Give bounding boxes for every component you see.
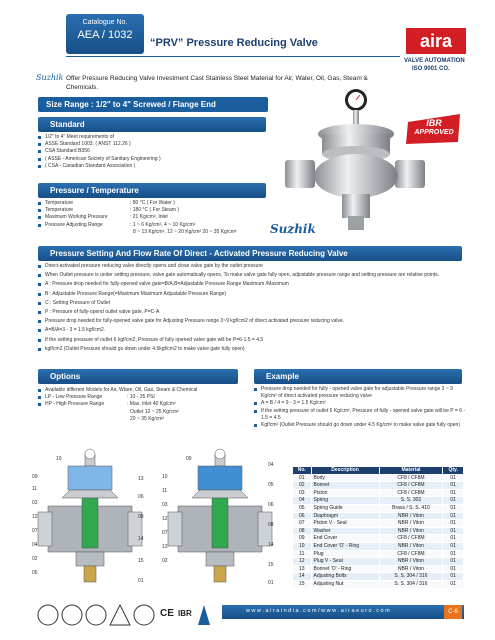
callout: 15 [138,558,144,564]
header-qty: Qty. [443,467,464,475]
part-no: 06 [293,512,312,520]
part-no: 07 [293,520,312,528]
callout: 05 [268,482,274,488]
catalogue-box [66,14,144,54]
footer-url[interactable]: w w w . a i r a i n d i a . c o m / w w w . a i r a e u r o . c o m [246,608,390,614]
part-description: Plug V - Seal [311,558,379,566]
setting-heading-text: Pressure Setting And Flow Rate Of Direct - Activated Pressure Reducing Valve [50,249,348,258]
part-material: S. S. 304 / 316 [379,580,443,588]
part-qty: 01 [443,580,464,588]
part-description: Bonnet [311,482,379,490]
catalogue-label: Catalogue No. [82,19,128,26]
example-item: If the setting pressure of outlet 6 Kg/cm², Pressure of fully - opened valve gate will be P = 6 - 1.5 = 4.5 [254,408,466,422]
part-material: CF8 / CF8M [379,550,443,558]
pressure-temp-heading [38,183,266,198]
header-no: No. [293,467,312,475]
setting-item: When Outlet pressure is under setting pressure, valve gate automatically opens, To make valve gate fully open, adjustable pressure range and setting pressure are relative points. [38,272,462,279]
part-qty: 01 [443,542,464,550]
parts-row [293,489,464,497]
part-description: Spring Guide [311,504,379,512]
pt-row [38,207,268,214]
setting-item: Pressure drop needed for fully-opened valve gate for Adjusting Pressure range 3~9 kgf/cm2 of direct activated pressure reducing valve. [38,318,462,325]
ibr-approved-badge [404,112,464,146]
callout: 12 [162,516,168,522]
part-material: NBR / Viton [379,512,443,520]
header-material: Material [379,467,443,475]
part-description: Diaphragm [311,512,379,520]
part-no: 08 [293,527,312,535]
setting-item: A=B/A=3 - 3 = 1.5 kgf/cm2. [38,327,462,334]
standard-item: 1/2" to 4" Meet requirements of [38,134,268,141]
standard-item: CSA Standard B356 [38,148,268,155]
setting-item: B : Adjustable Pressure Range(=Maximum Maximum Adjustable Pressure Range) [38,291,462,298]
setting-list [38,263,462,353]
suzhik-product-logo: Suzhik [270,222,316,236]
example-list [254,386,466,429]
callout: 04 [32,542,38,548]
parts-row [293,520,464,528]
part-description: End Cover [311,535,379,543]
part-material: CF8 / CF8M [379,489,443,497]
callout: 03 [162,502,168,508]
callout: 10 [56,456,62,462]
parts-table-wrapper [292,466,464,589]
part-no: 04 [293,497,312,505]
parts-table [292,466,464,589]
cross-section-diagram-2 [160,448,280,596]
pt-label: Pressure Adjusting Range [45,221,103,228]
callout: 02 [32,556,38,562]
parts-row [293,542,464,550]
page-title: “PRV” Pressure Reducing Valve [150,37,318,49]
pt-value: : 1 ~ 6 Kg/cm², 4 ~ 10 Kg/cm² [130,221,196,228]
tagline-2: ISO 9001 CO. [412,66,450,72]
standard-heading [38,117,266,132]
standard-item: ( CSA - Canadian Standard Association ) [38,163,268,170]
cross-section-diagram-1 [30,448,150,596]
part-no: 15 [293,580,312,588]
options-row [38,401,248,408]
pt-extra: 8 ~ 13 Kg/cm², 12 ~ 20 Kg/cm² 20 ~ 35 Kg/cm² [133,228,237,235]
header-description: Description [311,467,379,475]
pt-label: Temperature [45,207,74,214]
part-description: Washer [311,527,379,535]
part-description: Adjusting Bolts [311,573,379,581]
example-heading-text: Example [266,372,299,381]
pressure-temp-heading-text: Pressure / Temperature [50,186,139,195]
setting-item: C : Setting Pressure of Outlet [38,300,462,307]
callout: 06 [268,502,274,508]
pt-value: : 180 °C ( For Steam ) [130,207,179,214]
part-qty: 01 [443,535,464,543]
part-description: Spring [311,497,379,505]
parts-row [293,573,464,581]
callout: 13 [138,476,144,482]
setting-item: kgf/cm2 (Outlet Pressure should go down under 4.5kgf/cm2 to make valve gate fully open) [38,346,462,353]
parts-row [293,535,464,543]
setting-heading [38,246,462,261]
part-description: Adjusting Nut [311,580,379,588]
page-number: C-6 [448,609,458,615]
header-rule [66,56,400,57]
pt-value: : 80 °C ( For Water ) [130,200,175,206]
part-material: NBR / Viton [379,527,443,535]
parts-row [293,512,464,520]
callout: 07 [32,528,38,534]
pt-row [38,222,268,229]
tagline-1: VALVE AUTOMATION [404,58,465,64]
parts-row [293,527,464,535]
options-label: LP - Low Pressure Range [45,394,103,401]
intro-text: Offer Pressure Reducing Valve Investment Cast Stainless Steel Material for Air, Water, Oil, Gas, Steam & Chemicals. [66,75,368,91]
part-material: NBR / Viton [379,558,443,566]
part-qty: 01 [443,527,464,535]
ibr-mark: IBR [178,609,192,618]
options-value: : 10 - 35 PSI [127,394,155,401]
callout: 01 [268,580,274,586]
options-heading-text: Options [50,372,81,381]
callout: 09 [186,456,192,462]
example-item: Pressure drop needed for fully - opened valve gate for adjustable Pressure range 3 ~ 9 Kg/cm² of direct activated pressure reducing valve [254,386,466,400]
part-no: 02 [293,482,312,490]
part-description: Piston V - Seal [311,520,379,528]
callout: 04 [268,462,274,468]
part-qty: 01 [443,482,464,490]
part-qty: 01 [443,512,464,520]
setting-item: P : Pressure of fully-opend outlet valve gate, P=C-A [38,309,462,316]
pt-label: Maximum Working Pressure [45,214,108,221]
part-qty: 01 [443,558,464,566]
part-no: 03 [293,489,312,497]
page-number-badge [444,605,462,619]
parts-row [293,497,464,505]
callout: 14 [268,542,274,548]
ibr-badge-line1: IBR [426,118,442,128]
part-material: CF8 / CF8M [379,474,443,482]
catalogue-number: AEA / 1032 [77,29,133,41]
parts-row [293,474,464,482]
callout: 08 [138,514,144,520]
callout: 15 [268,562,274,568]
suzhik-logo-small: Suzhik [36,73,64,82]
aira-logo [404,24,468,56]
part-no: 01 [293,474,312,482]
parts-row [293,504,464,512]
callout: 10 [162,474,168,480]
callout: 03 [32,500,38,506]
options-extra-1: Outlet 12 ~ 25 Kg/cm² [130,408,179,415]
brand-text: aira [419,31,453,51]
standard-list [38,134,268,170]
setting-item: If the setting pressure of outlet 6 kgf/cm2, Pressure of fully opened valve gate will be P=6-1.5 = 4.5 [38,337,462,344]
callout: 14 [138,536,144,542]
example-item: A = B / 4 = 9 - 3 = 1.5 Kg/cm² [254,400,466,407]
standard-item: ASSE Standard 1003. ( ANST 112.26 ) [38,141,268,148]
parts-row [293,580,464,588]
part-no: 13 [293,565,312,573]
callout: 11 [32,486,38,492]
part-description: Piston [311,489,379,497]
part-no: 12 [293,558,312,566]
part-qty: 01 [443,489,464,497]
ibr-badge-line2: APPROVED [414,129,454,136]
product-image [280,86,430,236]
part-qty: 01 [443,573,464,581]
options-list [38,387,248,423]
callout: 06 [138,494,144,500]
callout: 12 [32,514,38,520]
options-item: Available different Models for Air, Wtare, Oil, Gas, Steam & Chemical [38,387,248,394]
options-value: : Max. Inlet 40 Kg/cm² [127,401,176,408]
standard-heading-text: Standard [50,120,85,129]
part-qty: 01 [443,474,464,482]
part-no: 09 [293,535,312,543]
parts-row [293,550,464,558]
part-description: Body [311,474,379,482]
part-material: CF8 / CF8M [379,535,443,543]
parts-row [293,482,464,490]
part-description: Plug [311,550,379,558]
callout: 02 [162,558,168,564]
setting-item: Direct-activated pressure reducing valve directly opens and close valve gate by the outlet pressure [38,263,462,270]
part-qty: 01 [443,504,464,512]
parts-row [293,558,464,566]
options-label: HP - High Pressure Range [45,401,105,408]
part-no: 05 [293,504,312,512]
part-description: End Cover 'O' - Ring [311,542,379,550]
part-material: NBR / Viton [379,520,443,528]
part-qty: 01 [443,520,464,528]
standard-item: ( ASSE - American Society of Sanitary Engineering ) [38,156,268,163]
callout: 08 [268,522,274,528]
part-material: NBR / Viton [379,542,443,550]
part-material: Brass / S. S. 410 [379,504,443,512]
part-qty: 01 [443,497,464,505]
options-row [38,394,248,401]
part-no: 10 [293,542,312,550]
options-heading [38,369,238,384]
part-qty: 01 [443,565,464,573]
pt-label: Temperature [45,200,74,206]
callout: 07 [162,530,168,536]
part-qty: 01 [443,550,464,558]
footer-certifications [36,602,211,628]
example-item: Kgf/cm² (Outlet Pressure should go down under 4.5 Kg/cm² to make valve gate fully open) [254,422,466,429]
part-description: Bonnet 'O' - Ring [311,565,379,573]
pt-value: : 21 Kg/cm², Inlet [130,214,168,221]
ce-mark: CE [160,608,174,619]
example-heading [254,369,462,384]
part-no: 11 [293,550,312,558]
setting-item: A : Pressure drop needed for fully-opened valve gate=B/A,B=Adjustable Pressure Range Maximum /Maximum [38,281,462,288]
callout: 13 [162,544,168,550]
part-material: S. S. 304 / 316 [379,573,443,581]
callout: 05 [32,570,38,576]
callout: 11 [162,488,168,494]
part-material: NBR / Viton [379,565,443,573]
callout: 09 [32,474,38,480]
size-range-bar: Size Range : 1/2" to 4" Screwed / Flange End [38,97,268,112]
pt-row [38,214,268,221]
pt-row [38,200,268,207]
part-no: 14 [293,573,312,581]
parts-row [293,565,464,573]
options-extra-2: 20 ~ 35 Kg/cm² [130,415,165,422]
callout: 01 [138,578,144,584]
part-material: CF8 / CF8M [379,482,443,490]
parts-header-row [293,467,464,475]
part-material: S. S. 302 [379,497,443,505]
pressure-temp-list [38,200,268,236]
